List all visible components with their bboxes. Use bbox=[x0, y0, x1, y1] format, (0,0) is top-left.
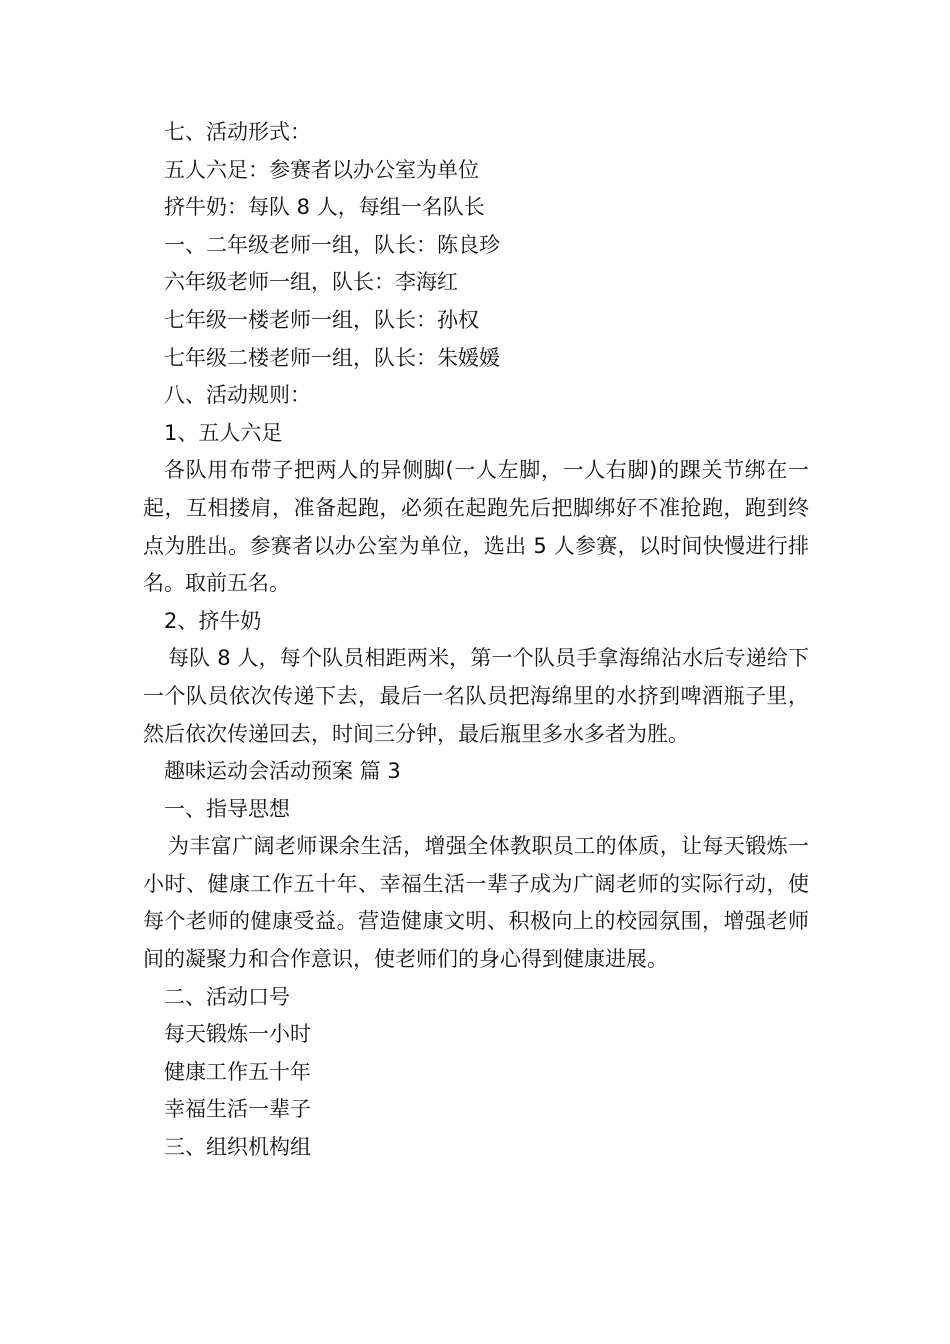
slogan-line: 幸福生活一辈子 bbox=[164, 1097, 311, 1122]
text-line: 六年级老师一组，队长：李海红 bbox=[164, 270, 458, 295]
heading-activity-form: 七、活动形式： bbox=[164, 120, 311, 144]
heading-organization: 三、组织机构组 bbox=[164, 1135, 311, 1160]
paragraph-guiding-ideology: 为丰富广阔老师课余生活，增强全体教职员工的体质，让每天锻炼一小时、健康工作五十年、幸福生活一辈子成为广阔老师的实际行动，使每个老师的健康受益。营造健康文明、积极向上的校园氛围，增强老师间的凝聚力和合作意识，使老师们的身心得到健康进展。 bbox=[143, 834, 809, 972]
text-line: 七年级一楼老师一组，队长：孙权 bbox=[164, 307, 479, 332]
slogan-line: 每天锻炼一小时 bbox=[164, 1022, 311, 1047]
paragraph-milk-squeeze: 每队 8 人，每个队员相距两米，第一个队员手拿海绵沾水后专递给下一个队员依次传递下去，最后一名队员把海绵里的水挤到啤酒瓶子里，然后依次传递回去，时间三分钟，最后瓶里多水多者为胜。 bbox=[143, 646, 809, 746]
slogan-line: 健康工作五十年 bbox=[164, 1059, 311, 1084]
text-line: 一、二年级老师一组，队长：陈良珍 bbox=[164, 232, 500, 257]
heading-activity-rules: 八、活动规则： bbox=[164, 383, 311, 408]
subheading-five-people-six-feet: 1、五人六足 bbox=[164, 420, 283, 445]
section-title-plan-3: 趣味运动会活动预案 篇 3 bbox=[164, 759, 401, 784]
document-body bbox=[143, 114, 809, 1167]
heading-activity-slogan: 二、活动口号 bbox=[164, 984, 290, 1009]
subheading-milk-squeeze: 2、挤牛奶 bbox=[164, 608, 262, 633]
paragraph-five-people-six-feet: 各队用布带子把两人的异侧脚(一人左脚，一人右脚)的踝关节绑在一起，互相搂肩，准备起跑，必须在起跑先后把脚绑好不准抢跑，跑到终点为胜出。参赛者以办公室为单位，选出 5 人参赛，以时间快慢进行排名。取前五名。 bbox=[143, 458, 809, 596]
heading-guiding-ideology: 一、指导思想 bbox=[164, 796, 290, 821]
text-line: 挤牛奶：每队 8 人，每组一名队长 bbox=[164, 195, 485, 220]
text-line: 五人六足：参赛者以办公室为单位 bbox=[164, 157, 479, 182]
text-line: 七年级二楼老师一组，队长：朱媛媛 bbox=[164, 345, 500, 370]
